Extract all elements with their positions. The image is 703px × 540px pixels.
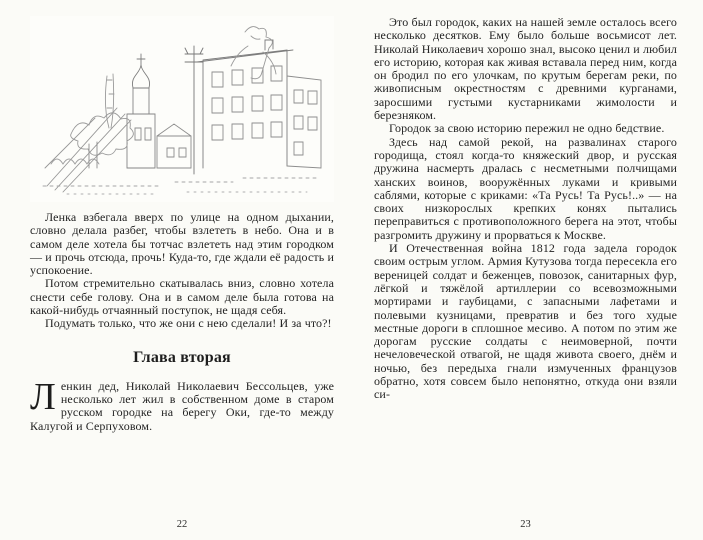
page-number-left: 22 — [176, 519, 188, 530]
right-page — [374, 16, 677, 528]
left-page-text — [30, 211, 334, 331]
right-page-text — [374, 16, 677, 402]
chapter-paragraph-text: енкин дед, Николай Николаевич Бессольцев, уже несколько лет жил в собственном доме в старом русском городке на берегу Оки, где-то между Калугой и Серпуховом. — [30, 378, 334, 433]
paragraph: Потом стремительно скатывалась вниз, словно хотела снести себе голову. Она и в самом деле была готова на какой-нибудь отчаянный поступок, не щадя себя. — [30, 276, 334, 318]
paragraph: Здесь над самой рекой, на развалинах старого городища, стоял когда-то княжеский двор, и русская дружина насмерть дралась с несметными полчищами ханских воинов, вооружённых луками и кривыми саблями, которые с криками: «Та Русь! Та Русь!..» — на своих низкорослых крепких конях пытались переправиться с противоположного берега на этот, чтобы разгромить дружину и прорваться к Москве. — [374, 134, 677, 242]
town-sketch-illustration — [30, 16, 334, 202]
page-number-right: 23 — [520, 519, 531, 530]
paragraph: Это был городок, каких на нашей земле осталось всего несколько десятков. Ему было больше восьмисот лет. Николай Николаевич хорошо знал, высоко ценил и любил его историю, которая как живая вставала перед ним, когда он бродил по его улочкам, по крутым берегам реки, по живописным окрестностям с древними курганами, заросшими густыми кустарниками жимолости и березняком. — [374, 15, 677, 123]
drop-cap: Л — [30, 375, 56, 418]
chapter-first-paragraph — [30, 375, 334, 433]
paragraph: Ленка взбегала вверх по улице на одном дыхании, словно делала разбег, чтобы взлететь в небо. Она и в самом деле хотела бы тотчас взлететь над этим городком — и прочь отсюда, прочь! Куда-то, где ждали её радость и успокоение. — [30, 210, 334, 278]
chapter-heading: Глава вторая — [133, 348, 231, 366]
paragraph: И Отечественная война 1812 года задела городок своим острым углом. Армия Кутузова тогда пересекла его вереницей солдат и беженцев, повозок, санитарных фур, лёгкой и тяжёлой артиллерии со всевозможными мортирами и гаубицами, с запасными лафетами и полевыми кузницами, превратив и без того худые местные дороги в сплошное месиво. А потом по этим же дорогам русские солдаты с неимоверной, почти нечеловеческой отвагой, не щадя живота своего, днём и ночью, без передыха гнали измученных французов обратно, хотя совсем было непонятно, откуда они взяли си- — [374, 241, 677, 402]
paragraph: Подумать только, что же они с нею сделали! И за что?! — [45, 316, 332, 331]
left-page — [30, 16, 334, 528]
paragraph: Городок за свою историю пережил не одно бедствие. — [389, 121, 665, 136]
